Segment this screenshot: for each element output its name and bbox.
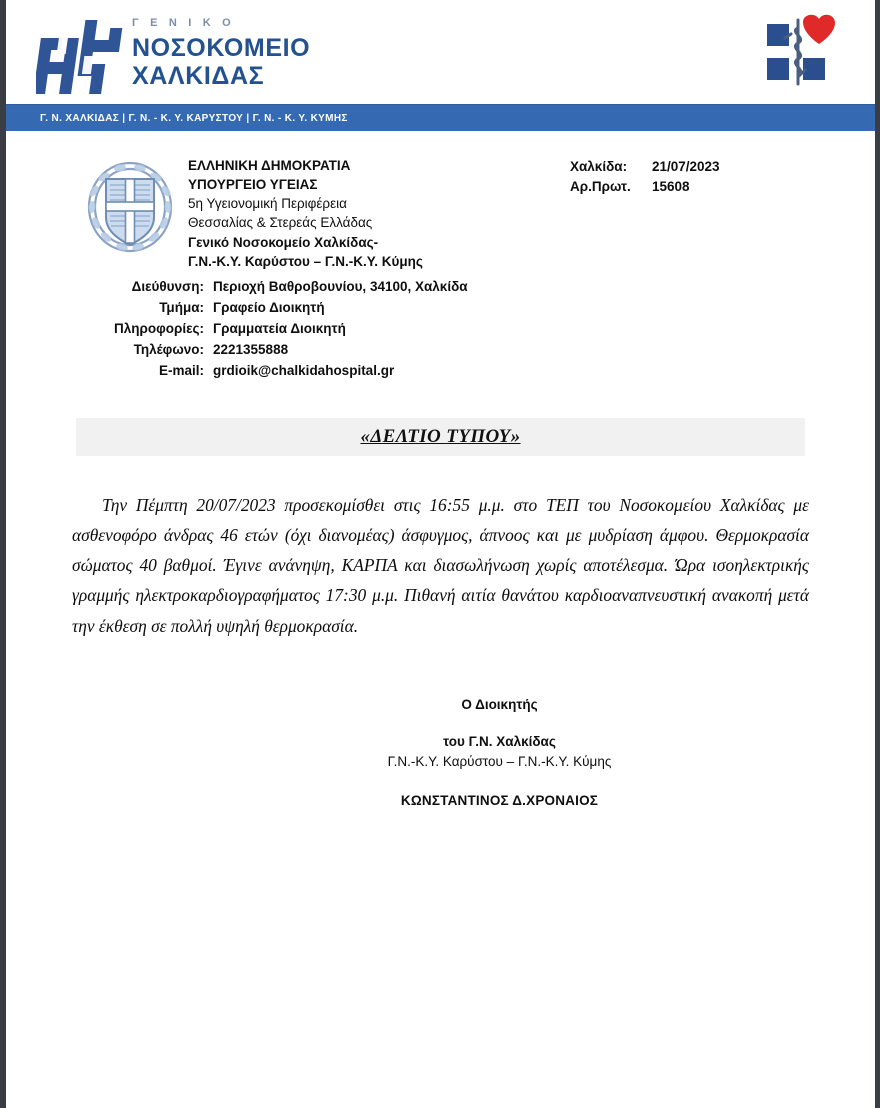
protocol-row xyxy=(570,177,720,197)
issue-date-value: 21/07/2023 xyxy=(652,159,720,174)
facilities-banner-text: Γ. Ν. ΧΑΛΚΙΔΑΣ | Γ. Ν. - Κ. Υ. ΚΑΡΥΣΤΟΥ | Γ. Ν. - Κ. Υ. ΚΥΜΗΣ xyxy=(40,112,348,124)
press-release-title-band xyxy=(76,418,805,456)
hospital-logo-icon xyxy=(36,16,132,98)
header-block xyxy=(46,151,835,273)
contact-row xyxy=(46,298,835,319)
brand-line-city: ΧΑΛΚΙΔΑΣ xyxy=(132,62,265,90)
signature-name: ΚΩΝΣΤΑΝΤΙΝΟΣ Δ.ΧΡΟΝΑΙΟΣ xyxy=(400,793,599,809)
signature-block xyxy=(46,697,835,808)
ministry-of-health-caduceus-heart-icon xyxy=(755,12,841,90)
hellenic-republic-coat-of-arms-icon xyxy=(84,159,176,255)
org-line-5: Γ.Ν.-Κ.Υ. Καρύστου – Γ.Ν.-Κ.Υ. Κύμης xyxy=(188,253,423,269)
issue-place-date-row xyxy=(570,157,720,177)
contact-value-department: Γραφείο Διοικητή xyxy=(213,299,325,315)
contact-row xyxy=(46,277,835,298)
contact-value-info: Γραμματεία Διοικητή xyxy=(213,320,346,336)
press-release-title: «ΔΕΛΤΙΟ ΤΥΠΟΥ» xyxy=(360,425,521,447)
protocol-label: Αρ.Πρωτ. xyxy=(570,179,631,195)
org-line-2: 5η Υγειονομική Περιφέρεια xyxy=(188,196,347,212)
brand-text xyxy=(132,18,310,90)
org-line-3: Θεσσαλίας & Στερεάς Ελλάδας xyxy=(188,215,373,231)
contact-row xyxy=(46,340,835,361)
signature-role: Ο Διοικητής xyxy=(461,697,538,713)
brand-line-hospital: ΝΟΣΟΚΟΜΕΙΟ xyxy=(132,34,311,62)
contact-value-address: Περιοχή Βαθροβουνίου, 34100, Χαλκίδα xyxy=(213,279,468,294)
organization-lines xyxy=(188,156,423,271)
signature-org-primary: του Γ.Ν. Χαλκίδας xyxy=(443,734,556,750)
signature-org-secondary: Γ.Ν.-Κ.Υ. Καρύστου – Γ.Ν.-Κ.Υ. Κύμης xyxy=(387,754,612,770)
document-meta xyxy=(570,157,720,198)
document-body xyxy=(6,151,875,808)
press-release-paragraph: Την Πέμπτη 20/07/2023 προσεκομίσθει στις 16:55 μ.μ. στο ΤΕΠ του Νοσοκομείου Χαλκίδας με ασθενοφόρο άνδρας 46 ετών (όχι διανομέας) άσφυγμος, άπνοος και με μυδρίαση άμφου. Θερμοκρασία σώματος 40 βαθμοί. Έγινε ανάνηψη, ΚΑΡΠΑ και διασωλήνωση χωρίς αποτέλεσμα. Ώρα ισοηλεκτρικής γραμμής ηλεκτροκαρδιογραφήματος 17:30 μ.μ. Πιθανή αιτία θανάτου καρδιοαναπνευστική ανακοπή μετά την έκθεση σε πολλή υψηλή θερμοκρασία. xyxy=(72,494,809,636)
contact-label-department: Τμήμα: xyxy=(159,299,204,315)
contact-row xyxy=(46,319,835,340)
contact-label-email: E-mail: xyxy=(158,362,204,378)
contact-value-email: grdioik@chalkidahospital.gr xyxy=(213,362,395,378)
org-line-1: ΥΠΟΥΡΓΕΙΟ ΥΓΕΙΑΣ xyxy=(188,177,318,193)
issue-place-label: Χαλκίδα: xyxy=(570,159,628,174)
brand-kicker: Γ Ε Ν Ι Κ Ο xyxy=(132,17,235,29)
contact-row xyxy=(46,361,835,382)
facilities-banner xyxy=(6,104,875,131)
contact-label-phone: Τηλέφωνο: xyxy=(133,341,204,357)
contact-details xyxy=(46,277,835,382)
org-line-4: Γενικό Νοσοκομείο Χαλκίδας- xyxy=(188,234,379,250)
letterhead xyxy=(6,0,875,104)
contact-value-phone: 2221355888 xyxy=(213,341,289,357)
protocol-value: 15608 xyxy=(652,179,690,195)
contact-label-address: Διεύθυνση: xyxy=(131,279,204,294)
contact-label-info: Πληροφορίες: xyxy=(113,320,204,336)
org-line-0: ΕΛΛΗΝΙΚΗ ΔΗΜΟΚΡΑΤΙΑ xyxy=(188,158,351,173)
